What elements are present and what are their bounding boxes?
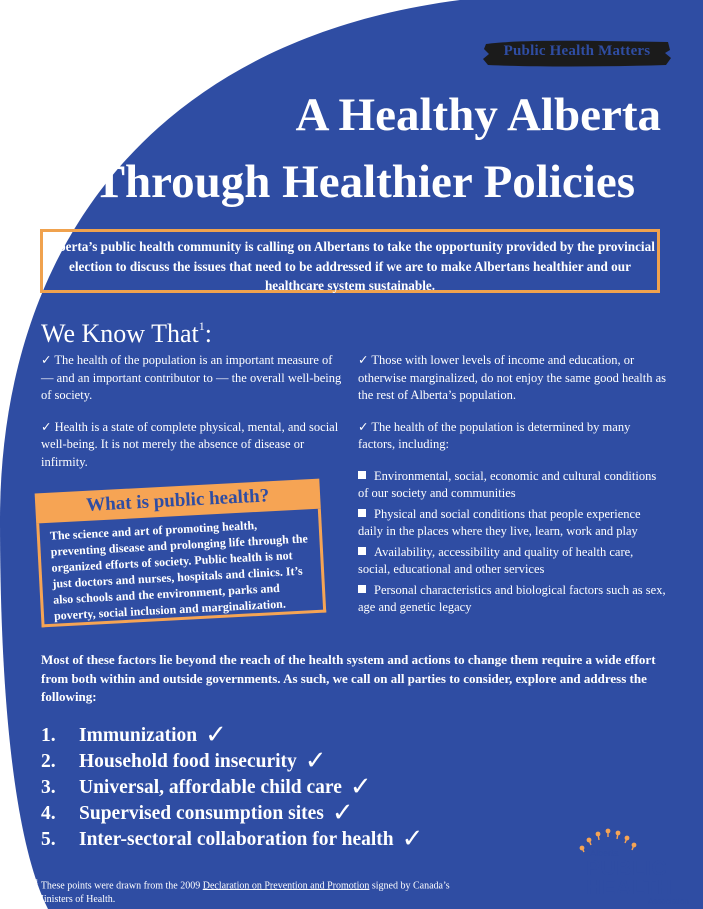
priority-label: Household food insecurity [79, 751, 297, 772]
public-health-box-body: The science and art of promoting health, preventing disease and prolonging life through the organized efforts of society. Public health is not just doctors and nurses, hospitals and clinics. It’s also schools and the environment, parks and poverty, social inclusion and marginalization. [36, 509, 326, 628]
square-bullet-icon [358, 547, 366, 555]
point-item: ✓ Those with lower levels of income and education, or otherwise marginalized, do not enjoy the same good health as the rest of Alberta’s population. [358, 353, 667, 402]
square-bullet-icon [358, 509, 366, 517]
checkmark-icon: ✓ [205, 720, 227, 750]
heading-footnote-marker: 1 [198, 319, 205, 333]
intro-callout [40, 229, 660, 293]
square-bullet-icon [358, 471, 366, 479]
factors-list [358, 468, 668, 617]
alberta-public-health-association-logo [574, 826, 696, 906]
priority-label: Universal, affordable child care [79, 777, 342, 798]
factor-item: Physical and social conditions that people experience daily in the places where they live, learn, work and play [358, 506, 641, 538]
logo-line-2: HEALTH [586, 876, 673, 899]
public-health-box-title: What is public health? [35, 479, 321, 524]
heading-text: We Know That [41, 319, 199, 348]
logo-bottom-word: Association [648, 897, 689, 906]
we-know-that-heading [41, 309, 212, 351]
checkmark-icon: ✓ [401, 824, 424, 854]
tag-label: Public Health Matters [503, 43, 651, 59]
footnote: $^1$ These points were drawn from the 2009 Declaration on Prevention and Promotion signed by Canada’s Ministers of Health. [35, 878, 450, 906]
page-title-line-1: A Healthy Alberta [295, 89, 661, 141]
priority-item: 3. Universal, affordable child care ✓ [41, 772, 372, 802]
right-column [358, 352, 668, 620]
point-item: ✓ The health of the population is an important measure of — and an important contributor to — the overall well-being of society. [41, 353, 342, 402]
logo-line-1: PUBLIC [586, 857, 668, 880]
heading-suffix: : [204, 319, 212, 348]
priority-list [41, 722, 423, 852]
priority-label: Supervised consumption sites [79, 803, 324, 824]
factor-item: Availability, accessibility and quality of health care, social, educational and other services [358, 544, 634, 576]
factor-item: Personal characteristics and biological factors such as sex, age and genetic legacy [358, 582, 666, 614]
priority-item: 5. Inter-sectoral collaboration for health ✓ [41, 824, 424, 854]
what-is-public-health-box [35, 479, 327, 630]
checkmark-icon: ✓ [349, 772, 372, 802]
factor-item: Environmental, social, economic and cultural conditions of our society and communities [358, 468, 657, 500]
point-item: ✓ The health of the population is determined by many factors, including: [358, 419, 631, 451]
checkmark-icon: ✓ [304, 746, 327, 776]
checkmark-icon: ✓ [331, 798, 354, 828]
logo-top-word: Alberta [590, 848, 619, 858]
declaration-link[interactable]: Declaration on Prevention and Promotion [202, 880, 370, 892]
priority-label: Immunization [79, 725, 198, 746]
intro-text: Alberta’s public health community is calling on Albertans to take the opportunity provided by the provincial election to discuss the issues that need to be addressed if we are to make Albertans healthier and our healthcare system sustainable. [45, 239, 655, 293]
page-title-line-2: Through Healthier Policies [93, 156, 635, 208]
square-bullet-icon [358, 585, 366, 593]
priority-label: Inter-sectoral collaboration for health [79, 829, 394, 850]
call-to-action-paragraph: Most of these factors lie beyond the reach of the health system and actions to change them require a wide effort from both within and outside governments. As such, we call on all parties to consider, explore and address the following: [41, 652, 656, 704]
point-item: ✓ Health is a state of complete physical, mental, and social well-being. It is not merely the absence of disease or infirmity. [41, 419, 339, 469]
priority-item: 2. Household food insecurity ✓ [41, 746, 327, 776]
priority-item: 1. Immunization ✓ [41, 720, 227, 750]
priority-item: 4. Supervised consumption sites ✓ [41, 798, 354, 828]
left-column [41, 352, 343, 485]
footnote-marker: 1 [35, 878, 39, 886]
public-health-matters-tag [482, 38, 672, 68]
